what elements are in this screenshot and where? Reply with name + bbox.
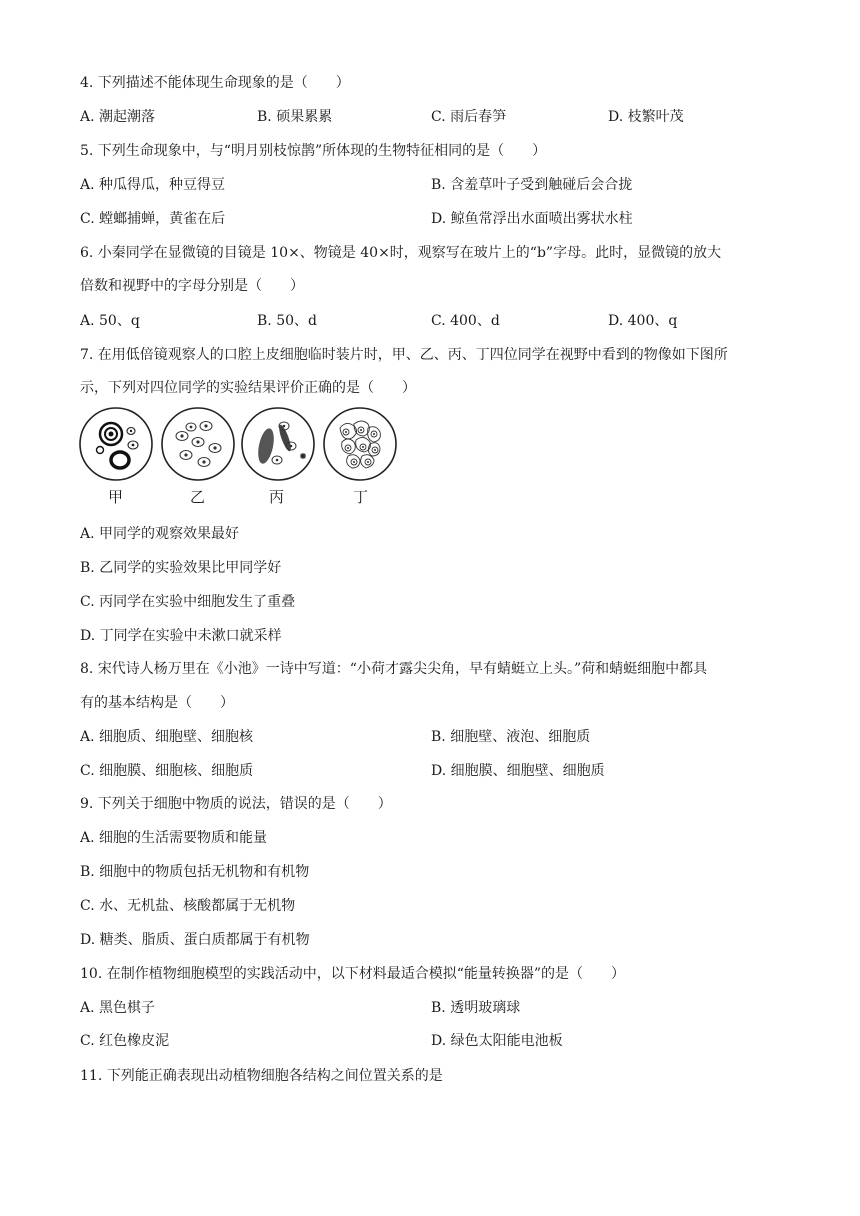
q10-option-b[interactable]: B. 透明玻璃球: [431, 1000, 521, 1016]
view-jia: [80, 408, 152, 480]
q7-option-c[interactable]: C. 丙同学在实验中细胞发生了重叠: [80, 594, 296, 610]
view-bing: [242, 408, 314, 480]
q4-option-b[interactable]: B. 硕果累累: [257, 109, 333, 125]
view-ding: [324, 408, 396, 480]
question-6-stem-line-2: 倍数和视野中的字母分别是（ ）: [80, 278, 304, 294]
q8-option-c[interactable]: C. 细胞膜、细胞核、细胞质: [80, 763, 254, 779]
question-4-stem: 4. 下列描述不能体现生命现象的是（ ）: [80, 75, 350, 91]
q9-option-b[interactable]: B. 细胞中的物质包括无机物和有机物: [80, 864, 310, 880]
q9-option-a[interactable]: A. 细胞的生活需要物质和能量: [80, 830, 268, 846]
q7-option-b[interactable]: B. 乙同学的实验效果比甲同学好: [80, 560, 282, 576]
figure-label-ding: 丁: [353, 488, 369, 506]
question-11-stem: 11. 下列能正确表现出动植物细胞各结构之间位置关系的是: [80, 1068, 443, 1084]
q10-option-a[interactable]: A. 黑色棋子: [80, 1000, 156, 1016]
q5-option-c[interactable]: C. 螳螂捕蝉，黄雀在后: [80, 211, 226, 227]
question-10-stem: 10. 在制作植物细胞模型的实践活动中，以下材料最适合模拟“能量转换器”的是（ ）: [80, 966, 626, 982]
view-yi: [162, 408, 234, 480]
q8-option-b[interactable]: B. 细胞壁、液泡、细胞质: [431, 729, 591, 745]
question-7-stem-line-2: 示，下列对四位同学的实验结果评价正确的是（ ）: [80, 380, 416, 396]
q4-option-a[interactable]: A. 潮起潮落: [80, 109, 156, 125]
q6-option-c[interactable]: C. 400、d: [431, 313, 500, 329]
question-7-stem-line-1: 7. 在用低倍镜观察人的口腔上皮细胞临时装片时，甲、乙、丙、丁四位同学在视野中看到的物像如下图所: [80, 347, 728, 363]
q5-option-a[interactable]: A. 种瓜得瓜，种豆得豆: [80, 177, 226, 193]
q10-option-d[interactable]: D. 绿色太阳能电池板: [431, 1033, 563, 1049]
q8-option-d[interactable]: D. 细胞膜、细胞壁、细胞质: [431, 763, 605, 779]
question-5-stem: 5. 下列生命现象中，与“明月别枝惊鹊”所体现的生物特征相同的是（ ）: [80, 143, 547, 159]
q9-option-c[interactable]: C. 水、无机盐、核酸都属于无机物: [80, 898, 296, 914]
question-6-stem-line-1: 6. 小秦同学在显微镜的目镜是 10×、物镜是 40×时，观察写在玻片上的“b”字母。此时，显微镜的放大: [80, 245, 722, 261]
q9-option-d[interactable]: D. 糖类、脂质、蛋白质都属于有机物: [80, 932, 310, 948]
q4-option-d[interactable]: D. 枝繁叶茂: [608, 109, 684, 125]
q7-option-a[interactable]: A. 甲同学的观察效果最好: [80, 526, 240, 542]
q5-option-b[interactable]: B. 含羞草叶子受到触碰后会合拢: [431, 177, 633, 193]
q10-option-c[interactable]: C. 红色橡皮泥: [80, 1033, 170, 1049]
question-8-stem-line-2: 有的基本结构是（ ）: [80, 695, 234, 711]
q6-option-b[interactable]: B. 50、d: [257, 313, 317, 329]
figure-label-bing: 丙: [269, 488, 285, 506]
figure-label-jia: 甲: [108, 488, 124, 506]
q5-option-d[interactable]: D. 鲸鱼常浮出水面喷出雾状水柱: [431, 211, 633, 227]
question-9-stem: 9. 下列关于细胞中物质的说法，错误的是（ ）: [80, 796, 392, 812]
q8-option-a[interactable]: A. 细胞质、细胞壁、细胞核: [80, 729, 254, 745]
q7-option-d[interactable]: D. 丁同学在实验中未漱口就采样: [80, 628, 282, 644]
q6-option-d[interactable]: D. 400、q: [608, 313, 678, 329]
figure-label-yi: 乙: [190, 488, 206, 506]
q6-option-a[interactable]: A. 50、q: [80, 313, 140, 329]
question-8-stem-line-1: 8. 宋代诗人杨万里在《小池》一诗中写道：“小荷才露尖尖角，早有蜻蜓立上头。”荷和蜻蜓细胞中都具: [80, 661, 708, 677]
q4-option-c[interactable]: C. 雨后春笋: [431, 109, 507, 125]
